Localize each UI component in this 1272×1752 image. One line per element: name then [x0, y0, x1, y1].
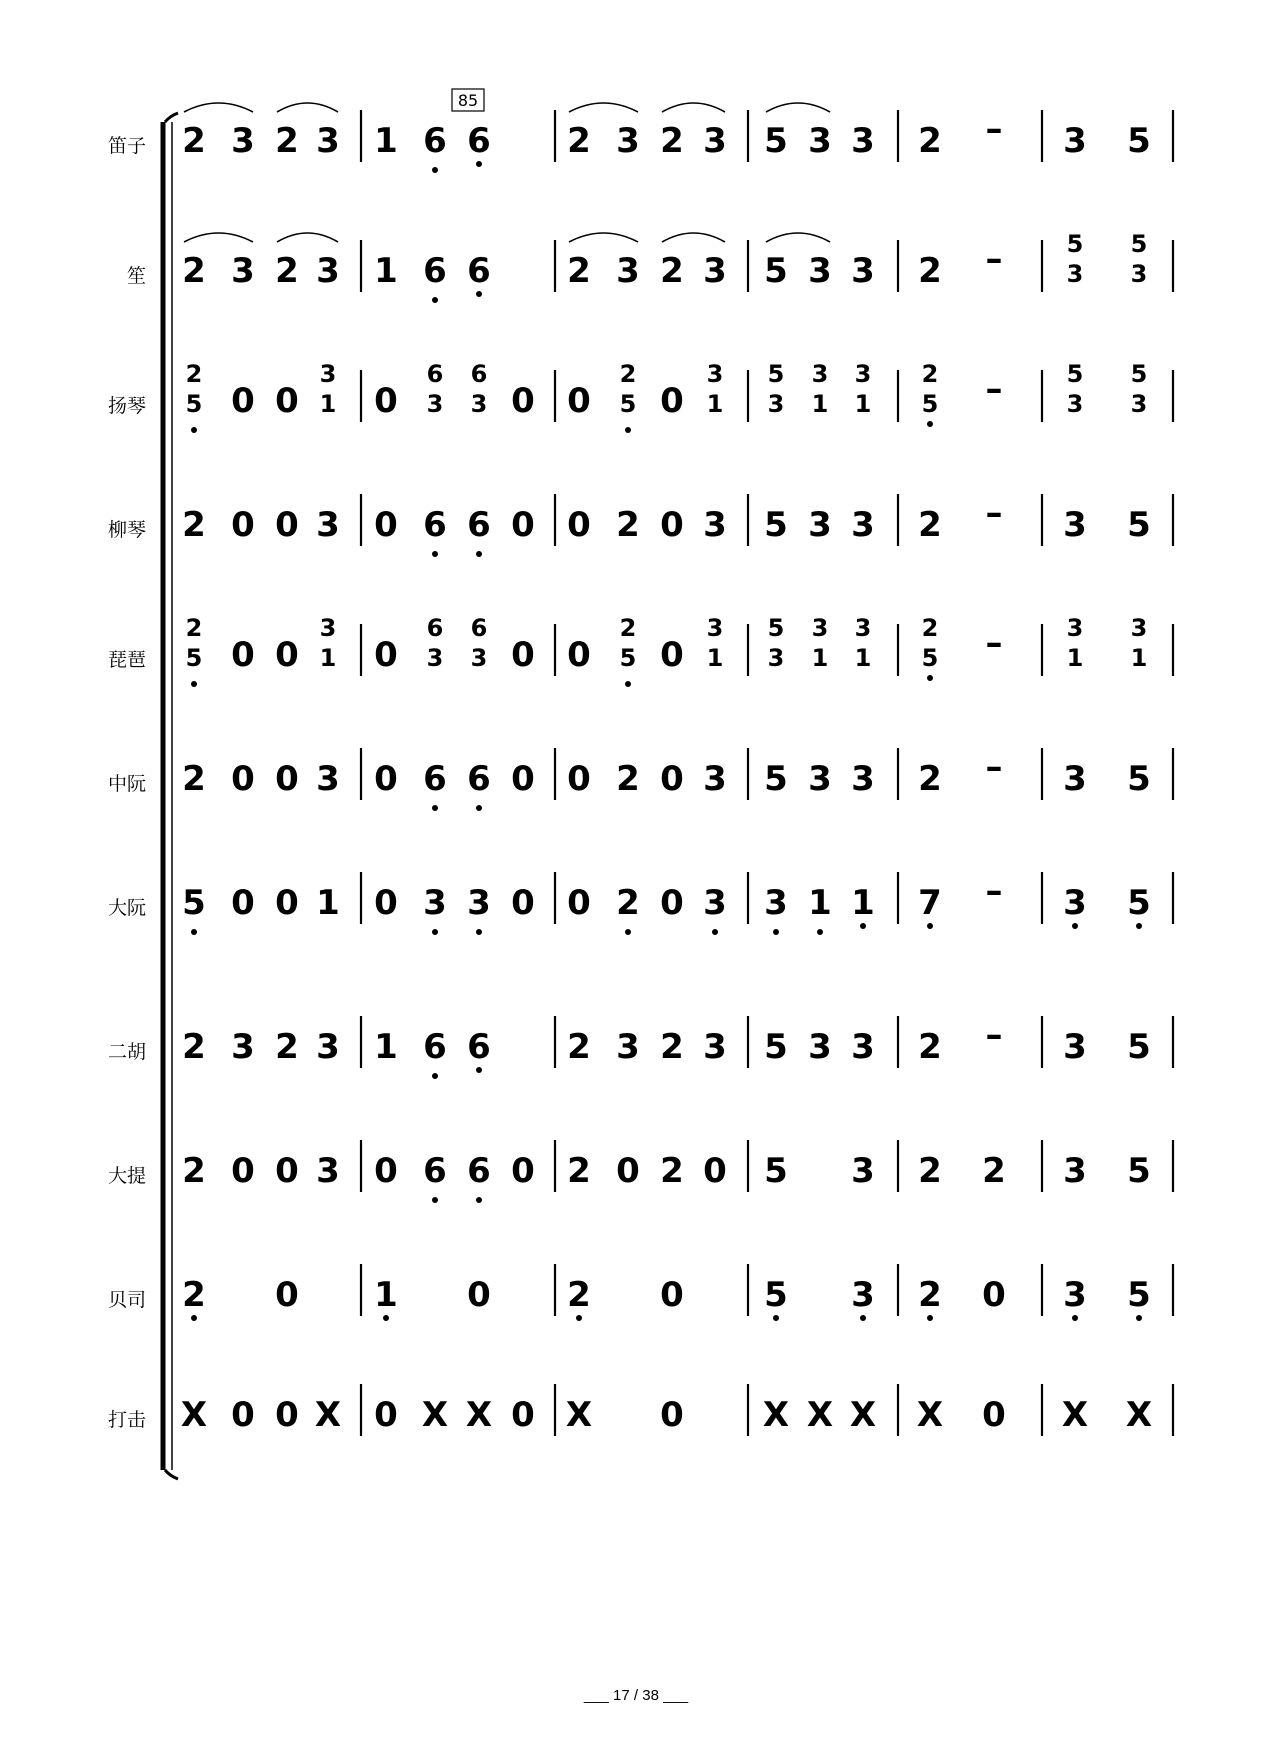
- octave-dot: [191, 1315, 197, 1321]
- note-symbol: 6: [467, 759, 491, 799]
- note-symbol: 3: [703, 1027, 727, 1067]
- note-symbol: 3: [1066, 260, 1084, 288]
- chord-note: 3: [319, 360, 337, 388]
- note-symbol: 3: [1066, 390, 1084, 418]
- octave-dot: [625, 427, 631, 433]
- dash-symbol: –: [985, 493, 1003, 533]
- note-symbol: 5: [764, 121, 788, 161]
- note-symbol: 0: [374, 883, 398, 923]
- note-symbol: 1: [808, 883, 832, 923]
- note-symbol: 5: [921, 644, 939, 672]
- note-symbol: 3: [1063, 759, 1087, 799]
- note-symbol: 0: [982, 1275, 1006, 1315]
- chord-note: 2: [619, 614, 637, 642]
- instrument-label: 扬琴: [107, 395, 146, 417]
- note-symbol: 0: [660, 381, 684, 421]
- note-symbol: 1: [374, 251, 398, 291]
- staff-row: [108, 614, 1173, 687]
- staff-row: [108, 1264, 1173, 1321]
- note-symbol: 3: [1063, 1151, 1087, 1191]
- note-symbol: 3: [470, 390, 488, 418]
- note-symbol: 0: [660, 505, 684, 545]
- note-symbol: 2: [182, 121, 206, 161]
- note-symbol: 2: [616, 759, 640, 799]
- note-symbol: 0: [275, 1151, 299, 1191]
- chord-note: 5: [767, 360, 785, 388]
- note-symbol: 1: [811, 644, 829, 672]
- note-symbol: 2: [182, 505, 206, 545]
- octave-dot: [476, 1067, 482, 1073]
- note-symbol: 7: [918, 883, 942, 923]
- note-symbol: 0: [374, 759, 398, 799]
- staff-row: [108, 1015, 1173, 1079]
- note-symbol: 6: [467, 1027, 491, 1067]
- note-symbol: 0: [660, 1275, 684, 1315]
- note-symbol: 0: [231, 759, 255, 799]
- note-symbol: 0: [374, 381, 398, 421]
- note-symbol: 0: [660, 635, 684, 675]
- note-symbol: 2: [567, 1027, 591, 1067]
- note-symbol: 3: [808, 505, 832, 545]
- note-symbol: 0: [511, 1395, 535, 1435]
- note-symbol: 5: [182, 883, 206, 923]
- note-symbol: 0: [660, 1395, 684, 1435]
- chord-note: 3: [1066, 614, 1084, 642]
- note-symbol: 5: [619, 390, 637, 418]
- instrument-label: 打击: [107, 1409, 146, 1431]
- chord-note: 3: [854, 614, 872, 642]
- note-symbol: X: [1061, 1395, 1089, 1435]
- rehearsal-mark: [452, 89, 484, 111]
- note-symbol: 5: [1127, 121, 1151, 161]
- note-symbol: 0: [567, 759, 591, 799]
- note-symbol: 1: [319, 390, 337, 418]
- instrument-label: 中阮: [107, 773, 146, 795]
- note-symbol: 5: [764, 1027, 788, 1067]
- octave-dot: [773, 1315, 779, 1321]
- octave-dot: [860, 923, 866, 929]
- note-symbol: 3: [703, 759, 727, 799]
- chord-note: 5: [1130, 230, 1148, 258]
- note-symbol: 5: [1127, 1275, 1151, 1315]
- note-symbol: 0: [374, 1151, 398, 1191]
- note-symbol: 3: [851, 1275, 875, 1315]
- note-symbol: 6: [467, 251, 491, 291]
- instrument-label: 笙: [126, 265, 146, 287]
- note-symbol: 5: [619, 644, 637, 672]
- note-symbol: 3: [808, 759, 832, 799]
- note-symbol: 6: [423, 1151, 447, 1191]
- note-symbol: 1: [851, 883, 875, 923]
- octave-dot: [476, 805, 482, 811]
- octave-dot: [432, 1197, 438, 1203]
- chord-note: 5: [1066, 360, 1084, 388]
- note-symbol: 1: [706, 390, 724, 418]
- note-symbol: 2: [918, 1275, 942, 1315]
- note-symbol: 0: [703, 1151, 727, 1191]
- slur: [662, 103, 725, 112]
- staff-systems: [108, 103, 1173, 1436]
- note-symbol: 0: [231, 505, 255, 545]
- slur: [569, 103, 638, 112]
- note-symbol: 3: [1063, 121, 1087, 161]
- dash-symbol: –: [985, 239, 1003, 279]
- staff-row: [108, 493, 1173, 557]
- note-symbol: 0: [567, 883, 591, 923]
- note-symbol: 3: [316, 1027, 340, 1067]
- note-symbol: 1: [316, 883, 340, 923]
- staff-row: [108, 1140, 1173, 1203]
- note-symbol: 2: [982, 1151, 1006, 1191]
- note-symbol: 0: [231, 1395, 255, 1435]
- note-symbol: 3: [851, 505, 875, 545]
- note-symbol: 2: [275, 121, 299, 161]
- octave-dot: [1136, 1315, 1142, 1321]
- slur: [184, 103, 253, 112]
- note-symbol: 0: [275, 883, 299, 923]
- note-symbol: X: [180, 1395, 208, 1435]
- note-symbol: 3: [1130, 260, 1148, 288]
- note-symbol: 0: [511, 1151, 535, 1191]
- note-symbol: 3: [851, 1151, 875, 1191]
- octave-dot: [927, 1315, 933, 1321]
- dash-symbol: –: [985, 369, 1003, 409]
- note-symbol: 3: [851, 251, 875, 291]
- note-symbol: 3: [808, 1027, 832, 1067]
- chord-note: 3: [1130, 614, 1148, 642]
- dash-symbol: –: [985, 1015, 1003, 1055]
- chord-note: 6: [426, 360, 444, 388]
- chord-note: 2: [185, 614, 203, 642]
- chord-note: 3: [319, 614, 337, 642]
- note-symbol: 0: [231, 381, 255, 421]
- page-number: ___ 17 / 38 ___: [583, 1687, 689, 1704]
- note-symbol: 6: [423, 251, 447, 291]
- note-symbol: 2: [918, 251, 942, 291]
- note-symbol: 6: [423, 1027, 447, 1067]
- instrument-label: 琵琶: [107, 649, 146, 671]
- octave-dot: [191, 681, 197, 687]
- note-symbol: 3: [851, 759, 875, 799]
- note-symbol: 3: [1063, 505, 1087, 545]
- note-symbol: X: [565, 1395, 593, 1435]
- note-symbol: 5: [764, 251, 788, 291]
- note-symbol: 0: [374, 1395, 398, 1435]
- chord-note: 5: [767, 614, 785, 642]
- octave-dot: [476, 551, 482, 557]
- note-symbol: X: [314, 1395, 342, 1435]
- note-symbol: 3: [1063, 1027, 1087, 1067]
- note-symbol: 3: [1130, 390, 1148, 418]
- note-symbol: 5: [1127, 883, 1151, 923]
- note-symbol: X: [465, 1395, 493, 1435]
- note-symbol: 6: [423, 121, 447, 161]
- chord-note: 3: [811, 360, 829, 388]
- octave-dot: [1072, 1315, 1078, 1321]
- octave-dot: [432, 1073, 438, 1079]
- note-symbol: 2: [182, 1027, 206, 1067]
- note-symbol: 2: [275, 251, 299, 291]
- note-symbol: X: [806, 1395, 834, 1435]
- note-symbol: 3: [426, 390, 444, 418]
- note-symbol: 0: [275, 505, 299, 545]
- note-symbol: 3: [616, 1027, 640, 1067]
- staff-row: [108, 103, 1173, 173]
- instrument-label: 笛子: [107, 135, 146, 157]
- slur: [766, 103, 830, 112]
- note-symbol: 0: [511, 759, 535, 799]
- note-symbol: 3: [316, 505, 340, 545]
- dash-symbol: –: [985, 109, 1003, 149]
- octave-dot: [432, 929, 438, 935]
- note-symbol: 3: [808, 121, 832, 161]
- octave-dot: [625, 681, 631, 687]
- octave-dot: [927, 421, 933, 427]
- note-symbol: 0: [511, 635, 535, 675]
- note-symbol: 0: [567, 505, 591, 545]
- octave-dot: [576, 1315, 582, 1321]
- note-symbol: 0: [374, 635, 398, 675]
- note-symbol: 3: [426, 644, 444, 672]
- slur: [277, 233, 338, 242]
- note-symbol: 3: [703, 505, 727, 545]
- note-symbol: 0: [511, 381, 535, 421]
- octave-dot: [817, 929, 823, 935]
- note-symbol: 5: [1127, 1151, 1151, 1191]
- chord-note: 2: [921, 360, 939, 388]
- instrument-label: 贝司: [107, 1289, 146, 1311]
- note-symbol: 5: [1127, 505, 1151, 545]
- chord-note: 6: [426, 614, 444, 642]
- note-symbol: 0: [231, 1151, 255, 1191]
- slur: [662, 233, 725, 242]
- note-symbol: 3: [703, 251, 727, 291]
- instrument-label: 大阮: [107, 897, 146, 919]
- note-symbol: 3: [703, 121, 727, 161]
- octave-dot: [927, 923, 933, 929]
- slur: [569, 233, 638, 242]
- note-symbol: 1: [854, 644, 872, 672]
- note-symbol: 0: [275, 1275, 299, 1315]
- note-symbol: 3: [764, 883, 788, 923]
- note-symbol: 2: [616, 505, 640, 545]
- slur: [184, 233, 253, 242]
- note-symbol: 5: [764, 759, 788, 799]
- note-symbol: 2: [918, 1027, 942, 1067]
- note-symbol: 1: [374, 1275, 398, 1315]
- octave-dot: [625, 929, 631, 935]
- note-symbol: 5: [1127, 1027, 1151, 1067]
- instrument-label: 大提: [107, 1165, 146, 1187]
- note-symbol: 3: [851, 1027, 875, 1067]
- note-symbol: 1: [1066, 644, 1084, 672]
- octave-dot: [476, 1197, 482, 1203]
- staff-row: [108, 747, 1173, 811]
- note-symbol: 3: [616, 121, 640, 161]
- note-symbol: 0: [567, 635, 591, 675]
- dash-symbol: –: [985, 871, 1003, 911]
- note-symbol: 3: [423, 883, 447, 923]
- note-symbol: X: [849, 1395, 877, 1435]
- note-symbol: 3: [851, 121, 875, 161]
- note-symbol: 0: [660, 883, 684, 923]
- staff-row: [108, 871, 1173, 935]
- note-symbol: 0: [231, 635, 255, 675]
- note-symbol: 3: [767, 644, 785, 672]
- note-symbol: 3: [470, 644, 488, 672]
- octave-dot: [432, 167, 438, 173]
- note-symbol: 2: [660, 1151, 684, 1191]
- note-symbol: 0: [275, 759, 299, 799]
- note-symbol: 3: [703, 883, 727, 923]
- note-symbol: 1: [1130, 644, 1148, 672]
- note-symbol: 3: [316, 251, 340, 291]
- note-symbol: 3: [1063, 883, 1087, 923]
- note-symbol: 3: [767, 390, 785, 418]
- note-symbol: 2: [567, 121, 591, 161]
- note-symbol: 0: [660, 759, 684, 799]
- note-symbol: 1: [374, 121, 398, 161]
- note-symbol: 0: [511, 883, 535, 923]
- note-symbol: 2: [567, 1275, 591, 1315]
- note-symbol: 0: [467, 1275, 491, 1315]
- note-symbol: 2: [660, 251, 684, 291]
- note-symbol: 2: [660, 1027, 684, 1067]
- instrument-label: 二胡: [107, 1041, 146, 1063]
- note-symbol: 5: [1127, 759, 1151, 799]
- note-symbol: 2: [918, 505, 942, 545]
- octave-dot: [1072, 923, 1078, 929]
- octave-dot: [860, 1315, 866, 1321]
- note-symbol: 6: [467, 1151, 491, 1191]
- note-symbol: 5: [185, 644, 203, 672]
- chord-note: 3: [706, 614, 724, 642]
- note-symbol: 5: [764, 505, 788, 545]
- note-symbol: 5: [921, 390, 939, 418]
- note-symbol: 0: [982, 1395, 1006, 1435]
- octave-dot: [476, 929, 482, 935]
- note-symbol: 5: [185, 390, 203, 418]
- note-symbol: 0: [231, 883, 255, 923]
- note-symbol: 3: [808, 251, 832, 291]
- note-symbol: 2: [616, 883, 640, 923]
- note-symbol: 2: [275, 1027, 299, 1067]
- note-symbol: 3: [316, 759, 340, 799]
- chord-note: 3: [811, 614, 829, 642]
- chord-note: 2: [185, 360, 203, 388]
- octave-dot: [927, 675, 933, 681]
- note-symbol: 2: [182, 1275, 206, 1315]
- note-symbol: 3: [231, 121, 255, 161]
- note-symbol: 3: [616, 251, 640, 291]
- note-symbol: 3: [231, 1027, 255, 1067]
- octave-dot: [191, 929, 197, 935]
- note-symbol: 0: [567, 381, 591, 421]
- staff-row: [127, 230, 1173, 303]
- staff-row: [108, 1384, 1173, 1436]
- note-symbol: 2: [567, 251, 591, 291]
- note-symbol: 0: [511, 505, 535, 545]
- note-symbol: 3: [1063, 1275, 1087, 1315]
- dash-symbol: –: [985, 623, 1003, 663]
- octave-dot: [712, 929, 718, 935]
- note-symbol: X: [762, 1395, 790, 1435]
- note-symbol: 2: [660, 121, 684, 161]
- note-symbol: 2: [918, 759, 942, 799]
- chord-note: 3: [706, 360, 724, 388]
- note-symbol: 1: [319, 644, 337, 672]
- chord-note: 2: [921, 614, 939, 642]
- dash-symbol: –: [985, 747, 1003, 787]
- chord-note: 3: [854, 360, 872, 388]
- system-bracket: [163, 113, 178, 1479]
- note-symbol: X: [916, 1395, 944, 1435]
- octave-dot: [432, 805, 438, 811]
- chord-note: 5: [1066, 230, 1084, 258]
- note-symbol: 1: [706, 644, 724, 672]
- note-symbol: 6: [467, 121, 491, 161]
- octave-dot: [191, 427, 197, 433]
- note-symbol: 2: [182, 759, 206, 799]
- note-symbol: 5: [764, 1275, 788, 1315]
- note-symbol: 0: [275, 635, 299, 675]
- octave-dot: [432, 551, 438, 557]
- note-symbol: X: [1125, 1395, 1153, 1435]
- note-symbol: 5: [764, 1151, 788, 1191]
- note-symbol: 0: [616, 1151, 640, 1191]
- note-symbol: 0: [275, 1395, 299, 1435]
- octave-dot: [432, 297, 438, 303]
- octave-dot: [1136, 923, 1142, 929]
- note-symbol: 6: [467, 505, 491, 545]
- chord-note: 2: [619, 360, 637, 388]
- note-symbol: 3: [316, 1151, 340, 1191]
- staff-row: [108, 360, 1173, 433]
- note-symbol: 6: [423, 505, 447, 545]
- note-symbol: 3: [467, 883, 491, 923]
- note-symbol: 3: [231, 251, 255, 291]
- note-symbol: 3: [316, 121, 340, 161]
- note-symbol: 2: [567, 1151, 591, 1191]
- instrument-label: 柳琴: [107, 519, 146, 541]
- note-symbol: 2: [182, 1151, 206, 1191]
- note-symbol: 1: [374, 1027, 398, 1067]
- slur: [766, 233, 830, 242]
- note-symbol: 2: [918, 1151, 942, 1191]
- octave-dot: [773, 929, 779, 935]
- octave-dot: [476, 291, 482, 297]
- note-symbol: 1: [854, 390, 872, 418]
- slur: [277, 103, 338, 112]
- chord-note: 5: [1130, 360, 1148, 388]
- note-symbol: 2: [918, 121, 942, 161]
- note-symbol: X: [421, 1395, 449, 1435]
- note-symbol: 1: [811, 390, 829, 418]
- chord-note: 6: [470, 360, 488, 388]
- chord-note: 6: [470, 614, 488, 642]
- note-symbol: 0: [275, 381, 299, 421]
- note-symbol: 6: [423, 759, 447, 799]
- rehearsal-number: 85: [457, 91, 479, 110]
- octave-dot: [383, 1315, 389, 1321]
- octave-dot: [476, 161, 482, 167]
- note-symbol: 0: [374, 505, 398, 545]
- note-symbol: 2: [182, 251, 206, 291]
